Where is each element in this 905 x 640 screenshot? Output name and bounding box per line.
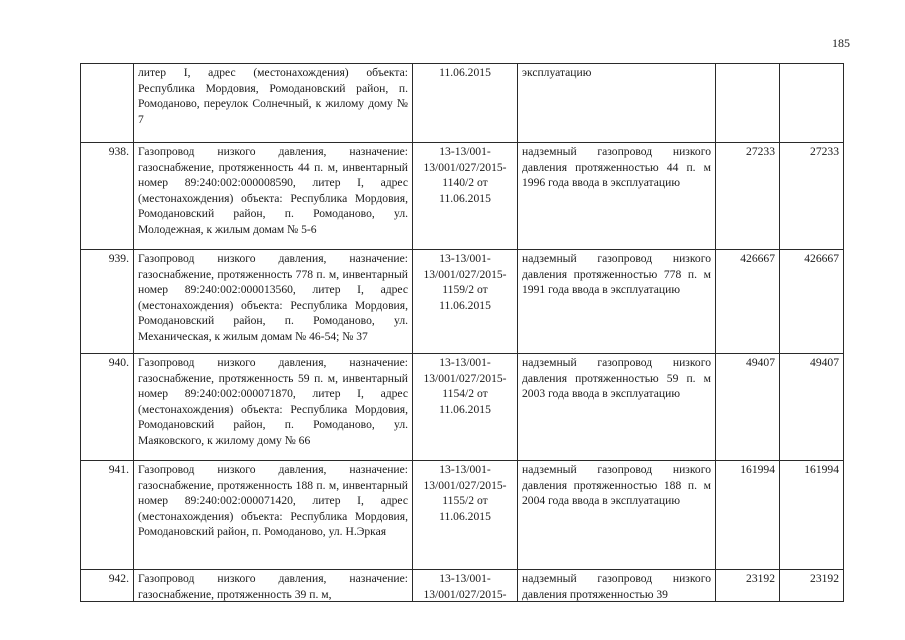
object-characteristics: надземный газопровод низкого давления протяженностью 59 п. м 2003 года ввода в эксплуатацию	[518, 354, 716, 461]
object-description: Газопровод низкого давления, назначение: газоснабжение, протяженность 778 п. м, инвентарный номер 89:240:002:000013560, литер I, адрес (местонахождения) объекта: Республика Мордовия, Ромодановский район, п. Ромоданово, ул. Механическая, к жилым домам № 46-54; № 37	[134, 250, 413, 354]
value-column-1: 161994	[716, 461, 780, 570]
object-characteristics: надземный газопровод низкого давления протяженностью 44 п. м 1996 года ввода в эксплуатацию	[518, 143, 716, 250]
table-row	[81, 354, 844, 461]
row-number: 940.	[81, 354, 134, 461]
object-description: Газопровод низкого давления, назначение: газоснабжение, протяженность 44 п. м, инвентарный номер 89:240:002:000008590, литер I, адрес (местонахождения) объекта: Республика Мордовия, Ромодановский район, п. Ромоданово, ул. Молодежная, к жилым домам № 5-6	[134, 143, 413, 250]
registration-record: 13-13/001-13/001/027/2015-1154/2 от 11.06.2015	[413, 354, 518, 461]
object-characteristics: эксплуатацию	[518, 64, 716, 143]
row-number	[81, 64, 134, 143]
object-characteristics: надземный газопровод низкого давления протяженностью 188 п. м 2004 года ввода в эксплуатацию	[518, 461, 716, 570]
registration-record: 13-13/001-13/001/027/2015-1155/2 от 11.06.2015	[413, 461, 518, 570]
value-column-2: 27233	[780, 143, 844, 250]
object-description: литер I, адрес (местонахождения) объекта: Республика Мордовия, Ромодановский район, п. Ромоданово, переулок Солнечный, к жилому дому № 7	[134, 64, 413, 143]
value-column-2: 23192	[780, 570, 844, 602]
registration-record: 11.06.2015	[413, 64, 518, 143]
table-row	[81, 461, 844, 570]
value-column-1: 23192	[716, 570, 780, 602]
object-description: Газопровод низкого давления, назначение: газоснабжение, протяженность 59 п. м, инвентарный номер 89:240:002:000071870, литер I, адрес (местонахождения) объекта: Республика Мордовия, Ромодановский район, п. Ромоданово, ул. Маяковского, к жилому дому № 66	[134, 354, 413, 461]
object-description: Газопровод низкого давления, назначение: газоснабжение, протяженность 39 п. м,	[138, 572, 408, 601]
table-row	[81, 143, 844, 250]
value-column-1: 49407	[716, 354, 780, 461]
value-column-1	[716, 64, 780, 143]
value-column-2: 161994	[780, 461, 844, 570]
value-column-2	[780, 64, 844, 143]
table-row	[81, 64, 844, 143]
value-column-2: 426667	[780, 250, 844, 354]
page-number: 185	[832, 36, 850, 50]
value-column-1: 27233	[716, 143, 780, 250]
row-number: 938.	[81, 143, 134, 250]
registration-record: 13-13/001-13/001/027/2015-	[423, 572, 507, 601]
object-description: Газопровод низкого давления, назначение: газоснабжение, протяженность 188 п. м, инвентарный номер 89:240:002:000071420, литер I, адрес (местонахождения) объекта: Республика Мордовия, Ромодановский район, п. Ромоданово, ул. Н.Эркая	[134, 461, 413, 570]
table-row	[81, 570, 844, 602]
row-number: 939.	[81, 250, 134, 354]
row-number: 942.	[81, 570, 134, 602]
value-column-2: 49407	[780, 354, 844, 461]
object-characteristics: надземный газопровод низкого давления протяженностью 39	[522, 572, 711, 601]
registration-record: 13-13/001-13/001/027/2015-1140/2 от 11.06.2015	[413, 143, 518, 250]
object-characteristics: надземный газопровод низкого давления протяженностью 778 п. м 1991 года ввода в эксплуатацию	[518, 250, 716, 354]
value-column-1: 426667	[716, 250, 780, 354]
registration-record: 13-13/001-13/001/027/2015-1159/2 от 11.06.2015	[413, 250, 518, 354]
row-number: 941.	[81, 461, 134, 570]
table-row	[81, 250, 844, 354]
registry-table	[80, 63, 844, 602]
